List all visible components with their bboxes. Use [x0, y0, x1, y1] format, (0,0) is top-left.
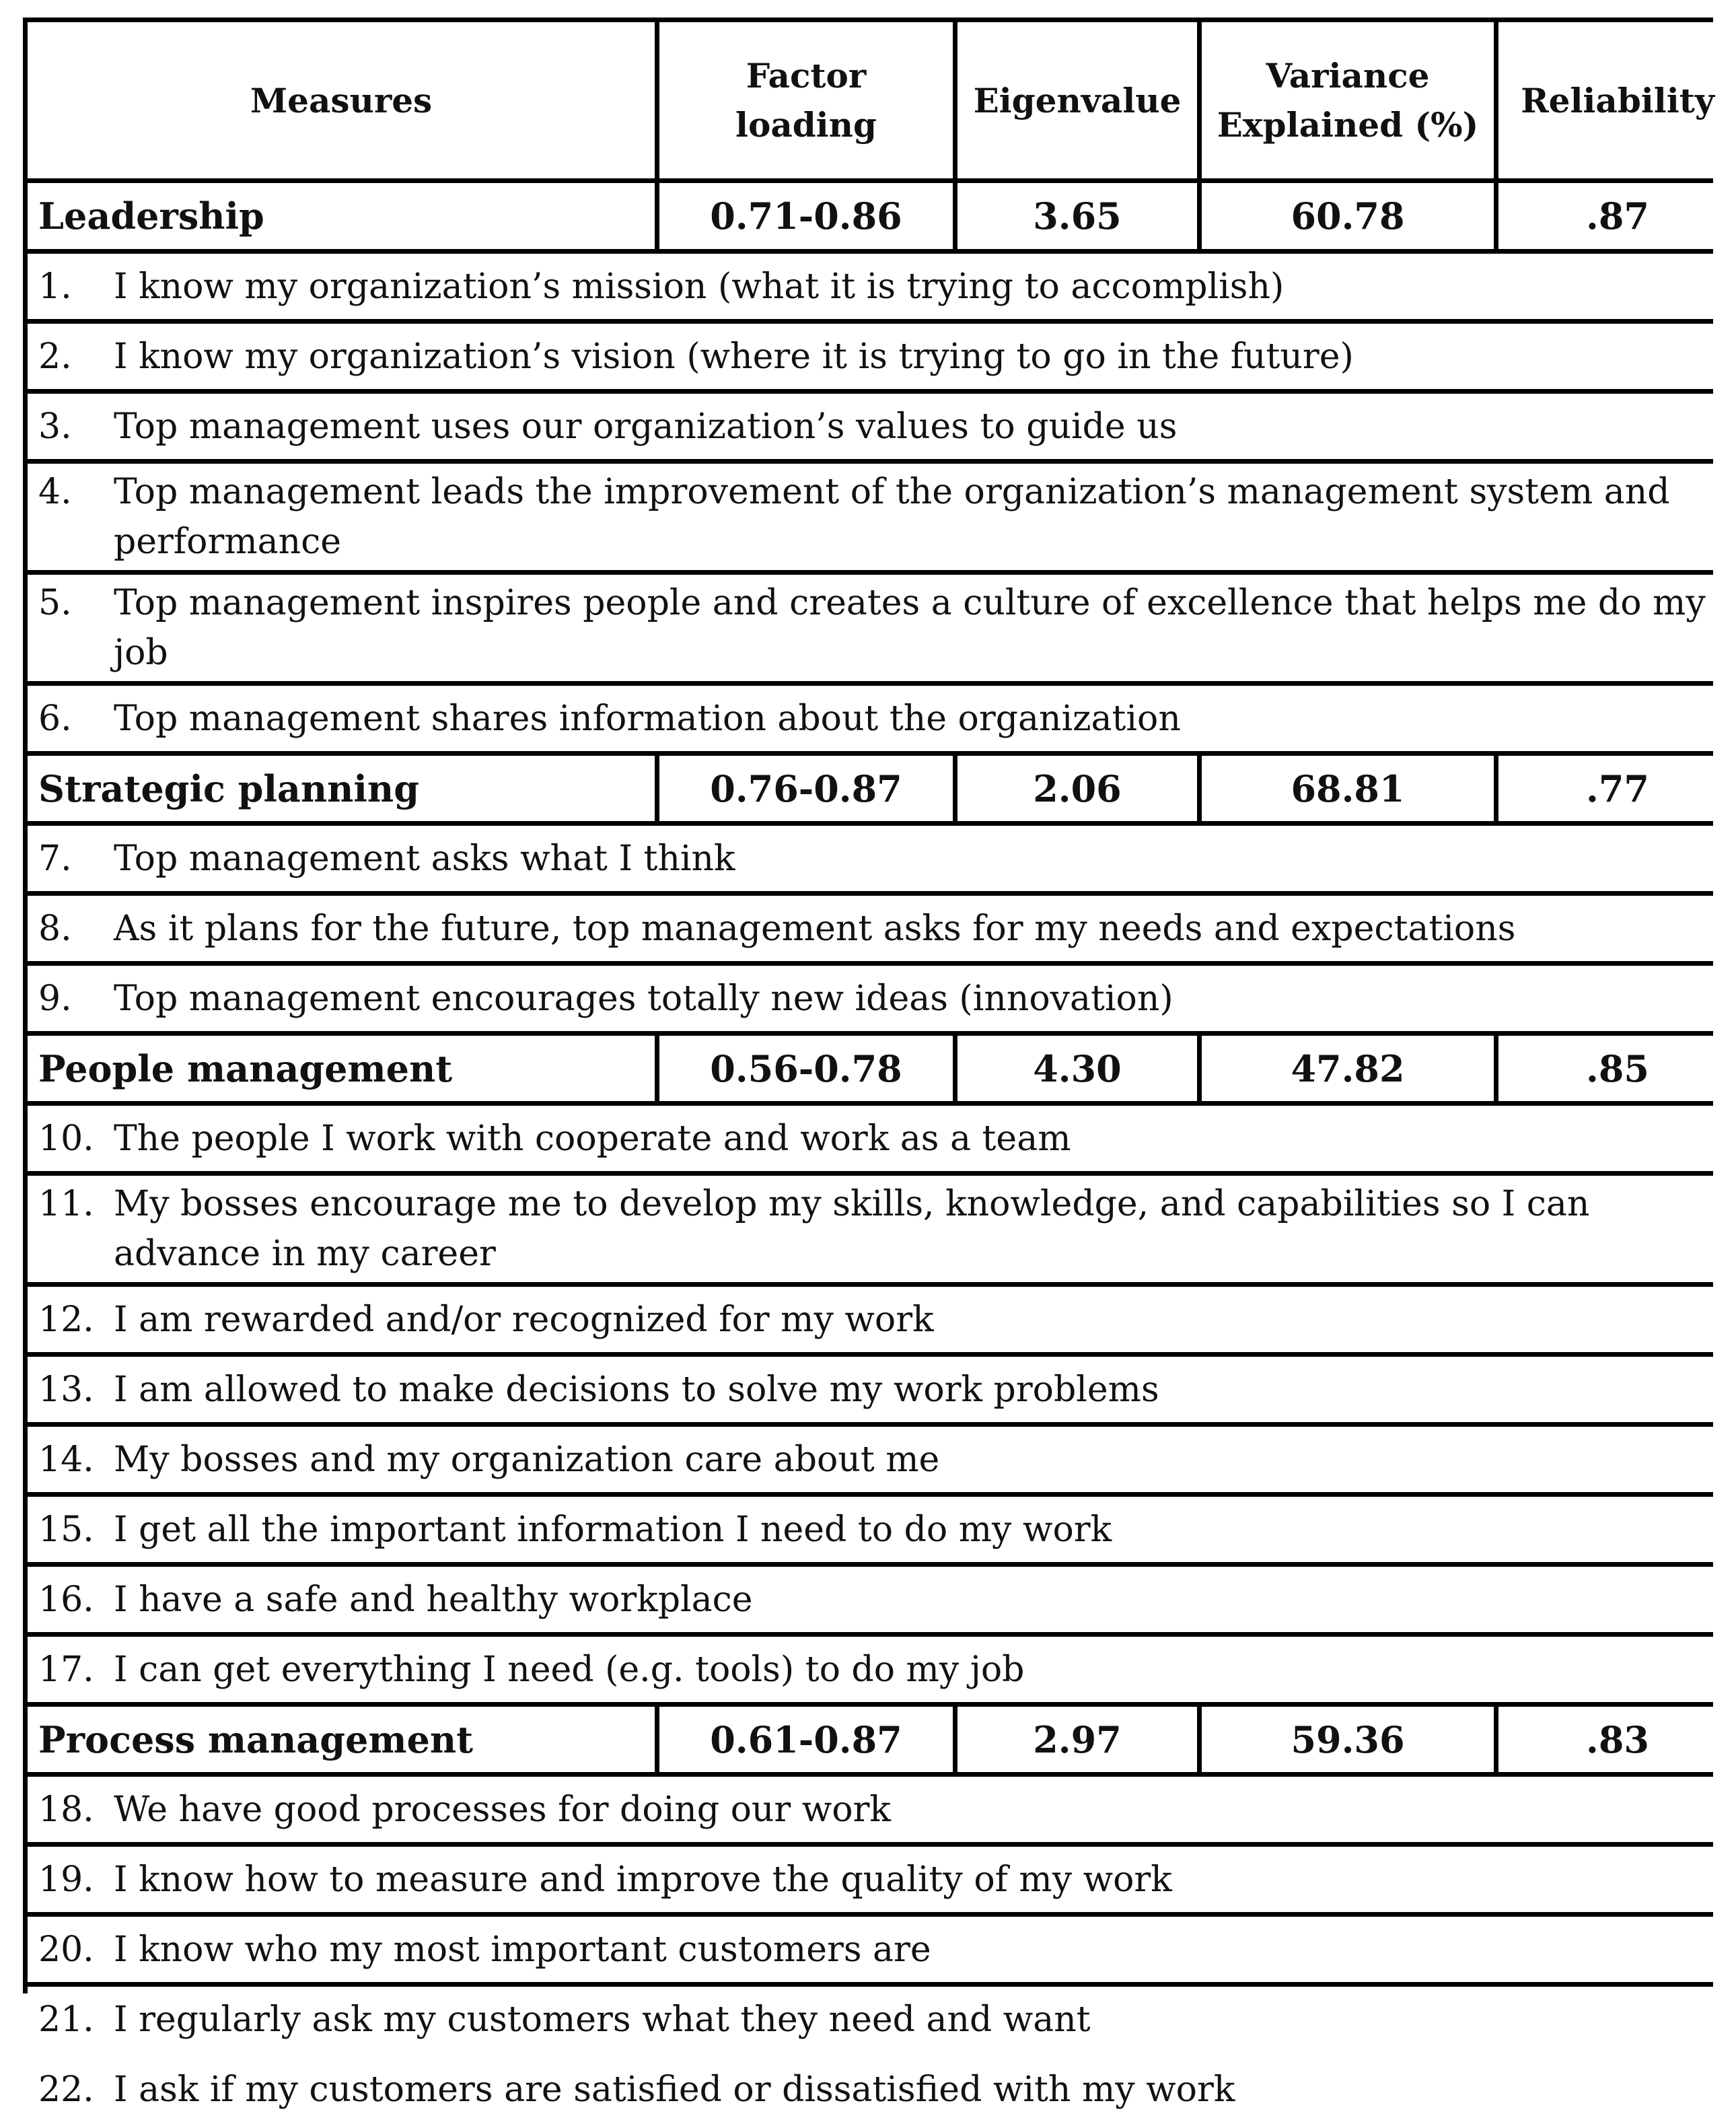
item-row	[28, 686, 1736, 751]
item-number: 17.	[38, 1649, 94, 1690]
item-content	[38, 402, 1716, 452]
section-reliability: .77	[1498, 756, 1736, 821]
item-content	[38, 1295, 1716, 1345]
item-row	[28, 2057, 1736, 2122]
item-content	[38, 2065, 1716, 2115]
item-row	[28, 1777, 1736, 1842]
item-number: 5.	[38, 583, 72, 623]
item-content	[38, 694, 1716, 744]
item-content	[38, 1995, 1716, 2045]
section-variance-explained: 68.81	[1202, 756, 1494, 821]
item-number: 14.	[38, 1439, 94, 1480]
section-factor-loading: 0.71-0.86	[659, 183, 953, 249]
item-row	[28, 1637, 1736, 1702]
item-row	[28, 1357, 1736, 1422]
section-reliability: .83	[1498, 1707, 1736, 1772]
item-text: I ask if my customers are satisfied or dissatisfied with my work	[114, 2069, 1235, 2110]
section-reliability: .87	[1498, 183, 1736, 249]
item-content	[38, 1575, 1716, 1625]
item-row	[28, 1497, 1736, 1562]
item-text: I regularly ask my customers what they need and want	[114, 1999, 1091, 2040]
item-row	[28, 1106, 1736, 1171]
item-text: Top management uses our organization’s values to guide us	[114, 406, 1178, 447]
item-number: 4.	[38, 472, 72, 512]
item-text: I can get everything I need (e.g. tools) to do my job	[114, 1649, 1025, 1690]
item-row	[28, 575, 1736, 681]
section-reliability: .85	[1498, 1036, 1736, 1101]
section-name: People management	[28, 1036, 655, 1101]
section-variance-explained: 47.82	[1202, 1036, 1494, 1101]
item-content	[38, 1925, 1716, 1975]
item-number: 16.	[38, 1579, 94, 1620]
item-content	[38, 1645, 1716, 1695]
item-text: I know my organization’s mission (what it is trying to accomplish)	[114, 266, 1285, 307]
item-content	[38, 1435, 1716, 1485]
item-number: 18.	[38, 1789, 94, 1830]
item-row	[28, 896, 1736, 961]
item-text: Top management asks what I think	[114, 838, 735, 879]
section-factor-loading: 0.76-0.87	[659, 756, 953, 821]
section-variance-explained: 59.36	[1202, 1707, 1494, 1772]
item-content	[38, 467, 1716, 567]
item-text: As it plans for the future, top management asks for my needs and expectations	[114, 908, 1516, 949]
item-content	[38, 262, 1716, 312]
item-row	[28, 1987, 1736, 2052]
section-eigenvalue: 3.65	[957, 183, 1197, 249]
item-number: 8.	[38, 908, 72, 949]
item-content	[38, 1365, 1716, 1415]
item-text: I am allowed to make decisions to solve my work problems	[114, 1369, 1159, 1410]
item-row	[28, 966, 1736, 1031]
header-measures: Measures	[28, 22, 655, 178]
item-number: 13.	[38, 1369, 94, 1410]
item-text: Top management shares information about the organization	[114, 698, 1181, 739]
item-row	[28, 394, 1736, 459]
item-row	[28, 254, 1736, 319]
item-text: My bosses and my organization care about me	[114, 1439, 940, 1480]
item-row	[28, 1567, 1736, 1632]
item-text: I am rewarded and/or recognized for my work	[114, 1299, 934, 1340]
item-number: 11.	[38, 1184, 94, 1224]
header-factor-loading: Factor loading	[659, 22, 953, 178]
section-eigenvalue: 2.06	[957, 756, 1197, 821]
measures-table	[23, 17, 1714, 2110]
item-number: 20.	[38, 1929, 94, 1970]
section-variance-explained: 60.78	[1202, 183, 1494, 249]
item-text: I know how to measure and improve the quality of my work	[114, 1859, 1172, 1900]
item-number: 15.	[38, 1509, 94, 1550]
item-content	[38, 578, 1716, 678]
item-number: 21.	[38, 1999, 94, 2040]
item-row	[28, 1917, 1736, 1982]
section-eigenvalue: 2.97	[957, 1707, 1197, 1772]
item-row	[28, 464, 1736, 570]
item-row	[28, 826, 1736, 891]
item-row	[28, 1176, 1736, 1282]
header-reliability: Reliability	[1498, 22, 1736, 178]
item-number: 9.	[38, 978, 72, 1019]
item-number: 2.	[38, 336, 72, 377]
section-name: Leadership	[28, 183, 655, 249]
item-number: 7.	[38, 838, 72, 879]
item-number: 12.	[38, 1299, 94, 1340]
item-row	[28, 1847, 1736, 1912]
item-text: I get all the important information I need to do my work	[114, 1509, 1112, 1550]
section-factor-loading: 0.61-0.87	[659, 1707, 953, 1772]
section-eigenvalue: 4.30	[957, 1036, 1197, 1101]
item-row	[28, 1427, 1736, 1492]
header-variance-explained: Variance Explained (%)	[1202, 22, 1494, 178]
item-content	[38, 1505, 1716, 1555]
item-number: 1.	[38, 266, 72, 307]
item-number: 22.	[38, 2069, 94, 2110]
item-content	[38, 834, 1716, 884]
item-number: 6.	[38, 698, 72, 739]
item-row	[28, 1287, 1736, 1352]
item-text: The people I work with cooperate and work as a team	[114, 1118, 1071, 1159]
item-text: Top management inspires people and creates a culture of excellence that helps me do my job	[114, 583, 1706, 673]
item-text: Top management leads the improvement of the organization’s management system and performance	[114, 472, 1670, 562]
item-content	[38, 974, 1716, 1024]
item-number: 19.	[38, 1859, 94, 1900]
section-name: Strategic planning	[28, 756, 655, 821]
item-text: We have good processes for doing our work	[114, 1789, 891, 1830]
item-content	[38, 332, 1716, 382]
header-eigenvalue: Eigenvalue	[957, 22, 1197, 178]
item-row	[28, 324, 1736, 389]
item-number: 3.	[38, 406, 72, 447]
item-text: Top management encourages totally new ideas (innovation)	[114, 978, 1173, 1019]
item-content	[38, 1785, 1716, 1835]
item-content	[38, 1179, 1716, 1279]
item-text: I have a safe and healthy workplace	[114, 1579, 753, 1620]
item-content	[38, 1855, 1716, 1905]
item-text: My bosses encourage me to develop my skills, knowledge, and capabilities so I can advance in my career	[114, 1184, 1590, 1274]
section-factor-loading: 0.56-0.78	[659, 1036, 953, 1101]
item-text: I know my organization’s vision (where it is trying to go in the future)	[114, 336, 1354, 377]
item-content	[38, 1114, 1716, 1164]
item-text: I know who my most important customers are	[114, 1929, 931, 1970]
item-number: 10.	[38, 1118, 94, 1159]
item-content	[38, 904, 1716, 954]
section-name: Process management	[28, 1707, 655, 1772]
